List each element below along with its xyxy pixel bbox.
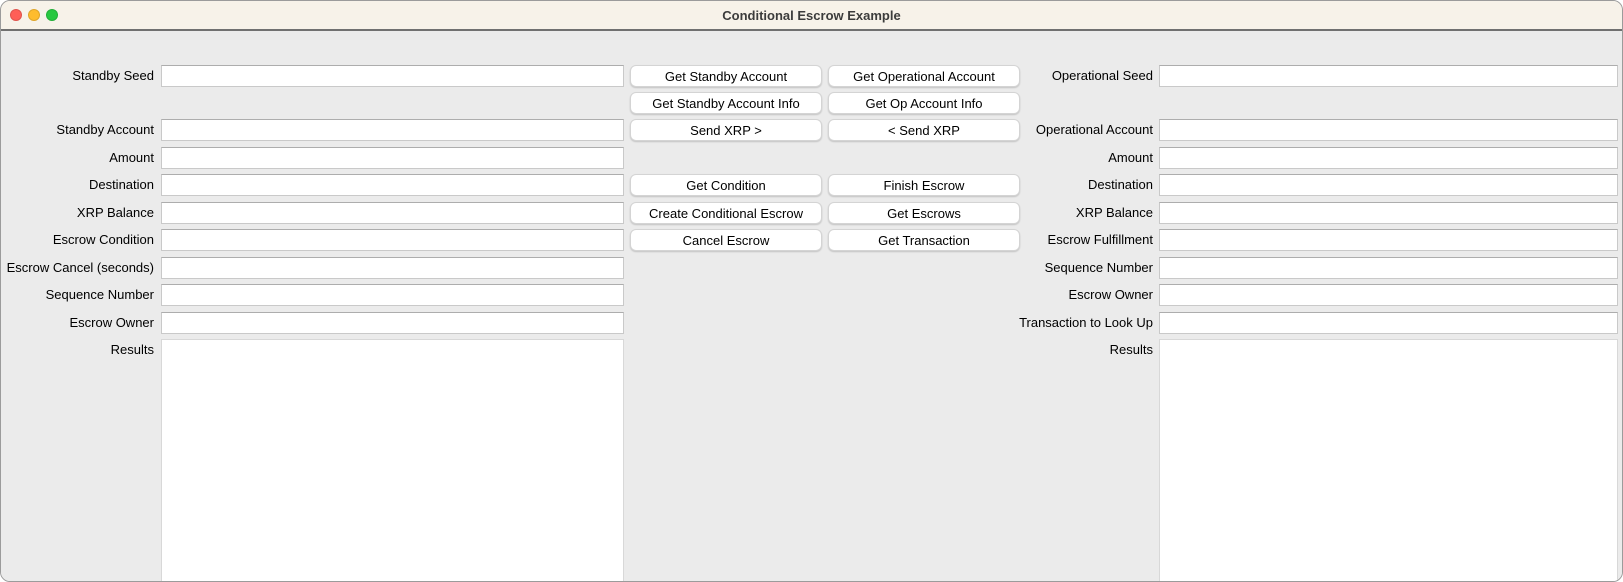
standby-destination-label: Destination xyxy=(88,177,154,192)
operational-xrp-balance-input[interactable] xyxy=(1159,202,1618,224)
content-area xyxy=(1,31,1622,581)
get-standby-account-info-button[interactable]: Get Standby Account Info xyxy=(630,92,822,114)
titlebar[interactable] xyxy=(1,1,1622,31)
operational-xrp-balance-label: XRP Balance xyxy=(1075,205,1153,220)
standby-results-textarea[interactable] xyxy=(161,339,624,582)
get-transaction-button[interactable]: Get Transaction xyxy=(828,229,1020,251)
escrow-condition-input[interactable] xyxy=(161,229,624,251)
zoom-icon[interactable] xyxy=(46,9,58,21)
close-icon[interactable] xyxy=(10,9,22,21)
operational-amount-label: Amount xyxy=(1108,150,1153,165)
standby-escrow-owner-input[interactable] xyxy=(161,312,624,334)
finish-escrow-button[interactable]: Finish Escrow xyxy=(828,174,1020,196)
operational-seed-input[interactable] xyxy=(1159,65,1618,87)
send-xrp-to-standby-button[interactable]: < Send XRP xyxy=(828,119,1020,141)
operational-sequence-number-input[interactable] xyxy=(1159,257,1618,279)
standby-xrp-balance-input[interactable] xyxy=(161,202,624,224)
standby-seed-input[interactable] xyxy=(161,65,624,87)
window-title: Conditional Escrow Example xyxy=(722,7,901,23)
escrow-cancel-seconds-label: Escrow Cancel (seconds) xyxy=(6,260,154,275)
escrow-cancel-seconds-input[interactable] xyxy=(161,257,624,279)
standby-results-label: Results xyxy=(110,342,154,357)
operational-results-label: Results xyxy=(1109,342,1153,357)
standby-destination-input[interactable] xyxy=(161,174,624,196)
operational-sequence-number-label: Sequence Number xyxy=(1044,260,1153,275)
standby-xrp-balance-label: XRP Balance xyxy=(76,205,154,220)
minimize-icon[interactable] xyxy=(28,9,40,21)
get-condition-button[interactable]: Get Condition xyxy=(630,174,822,196)
standby-seed-label: Standby Seed xyxy=(72,68,154,83)
operational-account-input[interactable] xyxy=(1159,119,1618,141)
escrow-fulfillment-input[interactable] xyxy=(1159,229,1618,251)
operational-results-textarea[interactable] xyxy=(1159,339,1618,582)
standby-sequence-number-label: Sequence Number xyxy=(45,287,154,302)
traffic-lights xyxy=(10,9,58,21)
get-operational-account-button[interactable]: Get Operational Account xyxy=(828,65,1020,87)
escrow-condition-label: Escrow Condition xyxy=(52,232,154,247)
operational-destination-input[interactable] xyxy=(1159,174,1618,196)
standby-amount-input[interactable] xyxy=(161,147,624,169)
create-conditional-escrow-button[interactable]: Create Conditional Escrow xyxy=(630,202,822,224)
operational-escrow-owner-input[interactable] xyxy=(1159,284,1618,306)
operational-amount-input[interactable] xyxy=(1159,147,1618,169)
escrow-fulfillment-label: Escrow Fulfillment xyxy=(1047,232,1153,247)
get-escrows-button[interactable]: Get Escrows xyxy=(828,202,1020,224)
operational-seed-label: Operational Seed xyxy=(1051,68,1153,83)
cancel-escrow-button[interactable]: Cancel Escrow xyxy=(630,229,822,251)
standby-account-input[interactable] xyxy=(161,119,624,141)
operational-destination-label: Destination xyxy=(1087,177,1153,192)
send-xrp-to-operational-button[interactable]: Send XRP > xyxy=(630,119,822,141)
standby-sequence-number-input[interactable] xyxy=(161,284,624,306)
standby-escrow-owner-label: Escrow Owner xyxy=(69,315,154,330)
operational-account-label: Operational Account xyxy=(1035,122,1153,137)
transaction-to-look-up-label: Transaction to Look Up xyxy=(1019,315,1153,330)
transaction-to-look-up-input[interactable] xyxy=(1159,312,1618,334)
standby-account-label: Standby Account xyxy=(56,122,154,137)
standby-amount-label: Amount xyxy=(109,150,154,165)
get-op-account-info-button[interactable]: Get Op Account Info xyxy=(828,92,1020,114)
get-standby-account-button[interactable]: Get Standby Account xyxy=(630,65,822,87)
operational-escrow-owner-label: Escrow Owner xyxy=(1068,287,1153,302)
